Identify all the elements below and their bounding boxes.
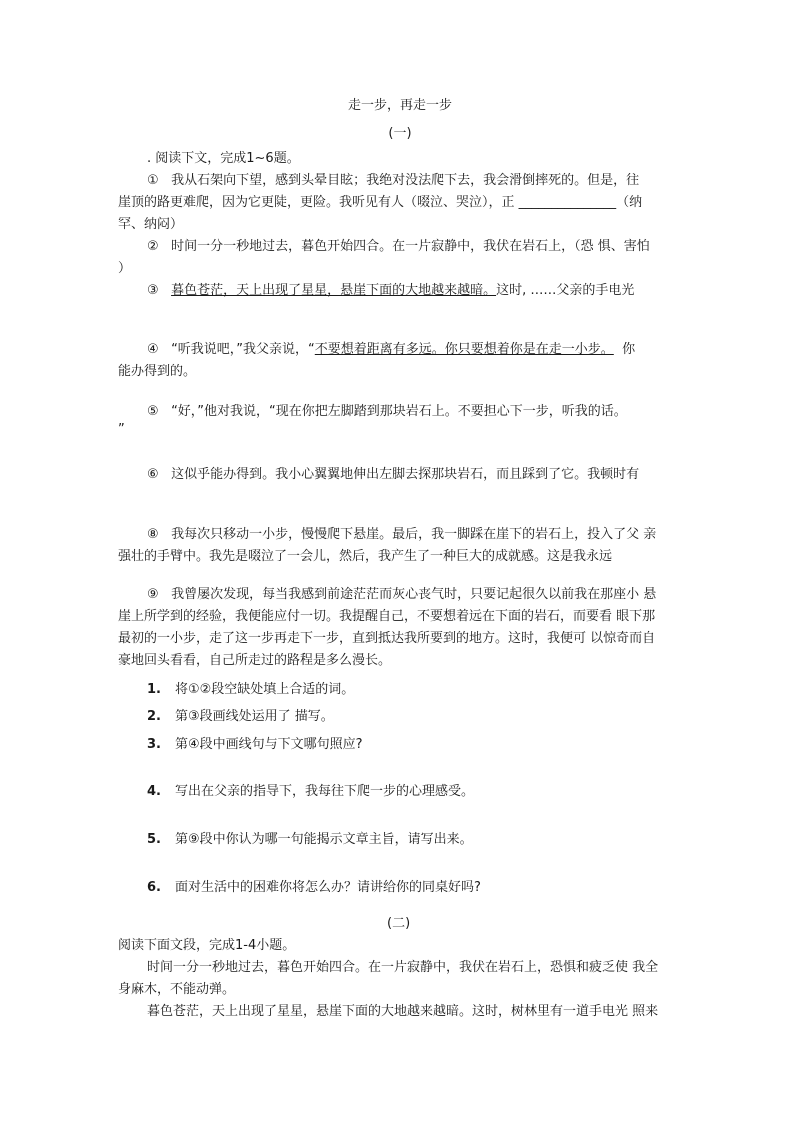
question-text: 第⑨段中你认为哪一句能揭示文章主旨，请写出来。	[175, 832, 473, 847]
question-number: 1.	[147, 682, 161, 697]
question-number: 6.	[147, 880, 161, 895]
paragraph-text: 时间一分一秒地过去，暮色开始四合。在一片寂静中，我伏在岩石上，（恐 惧、害怕	[171, 239, 650, 254]
paragraph-text: 这似乎能办得到。我小心翼翼地伸出左脚去探那块岩石，而且踩到了它。我顿时有	[171, 467, 640, 482]
section-1-heading: (一)	[388, 126, 412, 141]
underlined-sentence: 不要想着距离有多远。你只要想着你是在走一小步。	[314, 342, 614, 357]
paragraph-8-line-1	[147, 526, 656, 544]
section-2-instruction: 阅读下面文段，完成1-4小题。	[118, 938, 296, 953]
section-1-instruction: . 阅读下文，完成1~6题。	[147, 151, 300, 166]
question-4	[147, 783, 474, 801]
question-text: 将①②段空缺处填上合适的词。	[175, 682, 355, 697]
paragraph-1-line-3: 罕、纳闷）	[118, 217, 184, 232]
paragraph-4-line-1	[147, 341, 635, 359]
paragraph-text: 我从石架向下望，感到头晕目眩；我绝对没法爬下去，我会滑倒摔死的。但是，往	[171, 173, 640, 188]
question-3	[147, 736, 363, 754]
paragraph-text: 我每次只移动一小步，慢慢爬下悬崖。最后，我一脚踩在崖下的岩石上，投入了父 亲	[171, 527, 657, 542]
paragraph-marker: ⑧	[147, 527, 159, 542]
question-number: 3.	[147, 737, 161, 752]
paragraph-text: 你	[622, 342, 636, 357]
question-number: 5.	[147, 832, 161, 847]
paragraph-text: “听我说吧，”我父亲说，“	[171, 342, 315, 357]
paragraph-4-line-2: 能办得到的。	[118, 364, 197, 379]
paragraph-marker: ⑤	[147, 404, 159, 419]
paragraph-text: “好，”他对我说，“现在你把左脚踏到那块岩石上。不要担心下一步，听我的话。	[171, 404, 627, 419]
paragraph-3-line-1	[147, 282, 634, 300]
paragraph-marker: ②	[147, 239, 159, 254]
paragraph-1-line-1	[147, 172, 639, 190]
paragraph-2-line-1	[147, 238, 650, 256]
paragraph-2-line-2: ）	[118, 261, 132, 276]
paragraph-text: 这时, ……父亲的手电光	[496, 283, 635, 298]
question-5	[147, 831, 473, 849]
question-number: 4.	[147, 784, 161, 799]
paragraph-marker: ④	[147, 342, 159, 357]
question-number: 2.	[147, 709, 161, 724]
question-text: 面对生活中的困难你将怎么办？请讲给你的同桌好吗?	[175, 880, 481, 895]
document-title: 走一步，再走一步	[347, 98, 452, 113]
paragraph-5-line-2: ”	[118, 422, 125, 437]
question-6	[147, 879, 481, 897]
question-text: 第④段中画线句与下文哪句照应?	[175, 737, 363, 752]
underlined-sentence: 暮色苍茫，天上出现了星星，悬崖下面的大地越来越暗。	[171, 283, 497, 298]
question-text: 第③段画线处运用了 描写。	[175, 709, 334, 724]
paragraph-9-line-4: 豪地回头看看，自己所走过的路程是多么漫长。	[118, 653, 392, 668]
section-2-paragraph-1-line-1: 时间一分一秒地过去，暮色开始四合。在一片寂静中，我伏在岩石上，恐惧和疲乏使 我全	[147, 960, 659, 975]
paragraph-marker: ⑥	[147, 467, 159, 482]
question-1	[147, 681, 354, 699]
paragraph-8-line-2: 强壮的手臂中。我先是啜泣了一会儿，然后，我产生了一种巨大的成就感。这是我永远	[118, 549, 613, 564]
paragraph-5-line-1	[147, 403, 627, 421]
section-2-paragraph-1-line-2: 身麻木，不能动弹。	[118, 982, 236, 997]
question-text: 写出在父亲的指导下，我每往下爬一步的心理感受。	[175, 784, 475, 799]
paragraph-9-line-1	[147, 586, 656, 604]
paragraph-9-line-2: 崖上所学到的经验，我便能应付一切。我提醒自己，不要想着远在下面的岩石，而要看 眼下那	[118, 609, 656, 624]
section-2-heading: (二)	[387, 916, 411, 931]
paragraph-6-line-1	[147, 466, 639, 484]
question-2	[147, 708, 334, 726]
paragraph-1-line-2: 崖顶的路更难爬，因为它更陡，更险。我听见有人（啜泣、哭泣），正 _______________（纳	[118, 195, 643, 210]
paragraph-marker: ③	[147, 283, 159, 298]
section-2-paragraph-2-line-1: 暮色苍茫，天上出现了星星，悬崖下面的大地越来越暗。这时，树林里有一道手电光 照来	[147, 1004, 659, 1019]
paragraph-9-line-3: 最初的一小步，走了这一步再走下一步，直到抵达我所要到的地方。这时，我便可 以惊奇而自	[118, 631, 656, 646]
paragraph-text: 我曾屡次发现，每当我感到前途茫茫而灰心丧气时，只要记起很久以前我在那座小 悬	[171, 587, 657, 602]
paragraph-marker: ①	[147, 173, 159, 188]
paragraph-marker: ⑨	[147, 587, 159, 602]
